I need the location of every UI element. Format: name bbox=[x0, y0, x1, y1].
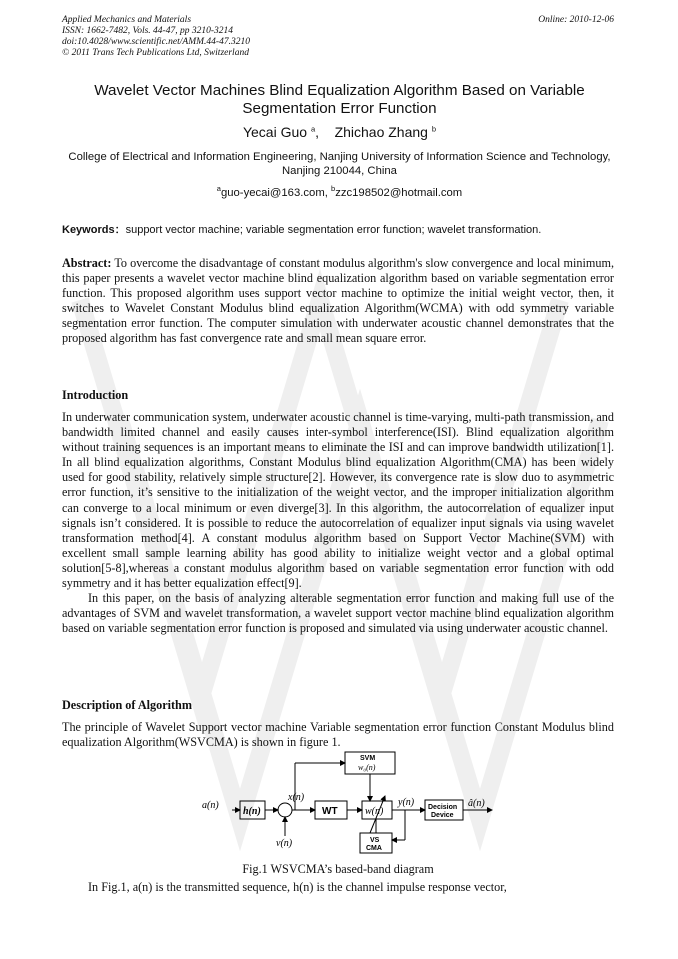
intro-body bbox=[62, 410, 614, 636]
label-y-n: y(n) bbox=[398, 797, 415, 808]
email-b-sup: b bbox=[331, 184, 336, 193]
author-separator: , bbox=[315, 124, 319, 140]
label-v-n: v(n) bbox=[276, 838, 293, 849]
doi-line: doi:10.4028/www.scientific.net/AMM.44-47.3210 bbox=[62, 37, 250, 47]
label-cma: CMA bbox=[366, 845, 382, 852]
label-wt: WT bbox=[322, 806, 338, 817]
label-w-n: w(n) bbox=[365, 806, 384, 817]
label-svm: SVM bbox=[360, 755, 376, 762]
last-line: In Fig.1, a(n) is the transmitted sequence, h(n) is the channel impulse response vector, bbox=[88, 880, 507, 894]
journal-header bbox=[62, 15, 250, 59]
author-line bbox=[62, 124, 617, 140]
figure-caption: Fig.1 WSVCMA’s based-band diagram bbox=[242, 862, 434, 876]
label-ahat-n: â(n) bbox=[468, 798, 485, 809]
keywords-label: Keywords： bbox=[62, 224, 126, 236]
label-x-n: x(n) bbox=[288, 792, 305, 803]
label-h-n: h(n) bbox=[243, 806, 261, 817]
issn-line: ISSN: 1662-7482, Vols. 44-47, pp 3210-3214 bbox=[62, 26, 233, 36]
paper-title: Wavelet Vector Machines Blind Equalization Algorithm Based on Variable Segmentation Error Function bbox=[94, 82, 585, 117]
keywords-text: support vector machine; variable segmentation error function; wavelet transformation. bbox=[125, 224, 542, 236]
label-decision: Decision bbox=[428, 804, 458, 811]
intro-paragraph-2: In this paper, on the basis of analyzing alterable segmentation error function and making full use of the advantages of SVM and wavelet transformation, a wavelet support vector machine blind equalization algorithm based on variable segmentation error function is proposed and simulated via using underwater acoustic channel. bbox=[62, 591, 614, 636]
intro-paragraph-1: In underwater communication system, underwater acoustic channel is time-varying, multi-path transmission, and bandwidth limited channel and easily causes inter-symbol interference(ISI). Blind equalization algorithm without training sequences is an important means to eliminate the ISI and can improve bandwidth utilization[1]. In all blind equalization algorithms, Constant Modulus blind equalization Algorithm(CMA) has been widely used for good stability, relatively simple structure[2]. However, its convergence rate is slow duo to asymmetric error function, it’s sensitive to the initialization of the weight vector, and the improper initialization algorithm can converge to a local minimum or even diverge[3]. In this algorithm, the autocorrelation of equalizer input signals isn’t considered. It is possible to reduce the autocorrelation of equalizer input signals via using wavelet transformation method[4]. A constant modulus algorithm based on Support Vector Machine(SVM) with excellent small sample learning ability has good ability to initialize weight vector and a global optimal solution[5-8],whereas a constant modulus algorithm based on variable segmentation error function with odd symmetry and it has better equalization effect[9]. bbox=[62, 410, 614, 591]
email-a: guo-yecai@163.com, bbox=[220, 186, 328, 199]
author-2-sup: b bbox=[431, 124, 437, 134]
online-date: Online: 2010-12-06 bbox=[538, 15, 614, 25]
label-svm-w0: w₀(n) bbox=[358, 763, 376, 772]
affiliation: College of Electrical and Information Engineering, Nanjing University of Information Science and Technology, Nanjing 210044, China bbox=[68, 151, 611, 177]
author-1: Yecai Guo bbox=[242, 124, 308, 140]
email-line bbox=[62, 184, 617, 199]
adder-node bbox=[278, 803, 292, 817]
abstract bbox=[62, 256, 614, 347]
journal-name: Applied Mechanics and Materials bbox=[62, 15, 192, 25]
label-device: Device bbox=[431, 812, 454, 819]
label-vs: VS bbox=[370, 837, 380, 844]
email-b: zzc198502@hotmail.com bbox=[335, 186, 463, 199]
description-paragraph: The principle of Wavelet Support vector machine Variable segmentation error function Constant Modulus blind equalization Algorithm(WSVCMA) is shown in figure 1. bbox=[62, 720, 614, 750]
label-a-n: a(n) bbox=[202, 800, 219, 811]
description-heading: Description of Algorithm bbox=[62, 698, 192, 712]
email-a-sup: a bbox=[216, 184, 221, 193]
block-diagram bbox=[200, 748, 500, 858]
abstract-label: Abstract: bbox=[62, 256, 112, 270]
author-2: Zhichao Zhang bbox=[334, 124, 428, 140]
copyright-line: © 2011 Trans Tech Publications Ltd, Switzerland bbox=[62, 48, 249, 58]
author-1-sup: a bbox=[310, 124, 316, 134]
intro-heading: Introduction bbox=[62, 388, 129, 402]
abstract-text: To overcome the disadvantage of constant modulus algorithm's slow convergence and local minimum, this paper presents a wavelet vector machine blind equalization algorithm based on variable segmentation error function. This proposed algorithm uses support vector machine to optimize the initial weight vector, then, it switches to Wavelet Constant Modulus blind equalization Algorithm(WCMA) with odd symmetry variable segmentation error function. The computer simulation with underwater acoustic channel demonstrates that the proposed algorithm has fast convergence rate and small mean square error. bbox=[62, 256, 614, 346]
keywords bbox=[62, 221, 622, 237]
